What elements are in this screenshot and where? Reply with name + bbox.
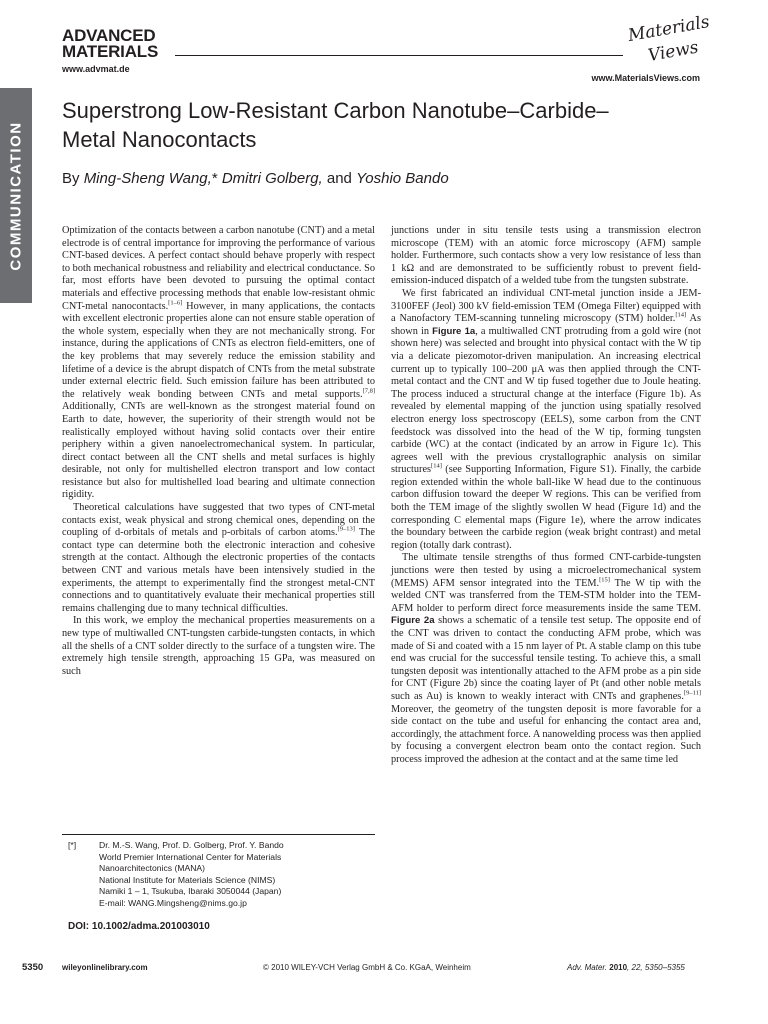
text: Moreover, the geometry of the tungsten deposit is more favorable for a side contact on the tube and useful for enhancing the contact area and, accordingly, the attachment force. A nanowelding process was then applied by focusing a convergent electron beam onto the contact region. Such process improved the adhesion at the contact and at the same time led xyxy=(391,703,701,765)
corresponding-mark: * xyxy=(211,170,218,187)
paragraph xyxy=(391,225,701,288)
footnote-line: World Premier International Center for Materials xyxy=(99,851,282,862)
journal-logo xyxy=(62,28,170,60)
journal-year: 2010 xyxy=(609,963,628,972)
page-number: 5350 xyxy=(22,962,44,973)
citation[interactable]: [7,8] xyxy=(362,387,375,395)
doi[interactable]: DOI: 10.1002/adma.201003010 xyxy=(68,921,210,932)
brand-word-1: Materials xyxy=(626,12,712,47)
paragraph xyxy=(391,552,701,766)
footnote-email[interactable]: E-mail: WANG.Mingsheng@nims.go.jp xyxy=(99,897,247,908)
author-name: Dmitri Golberg, xyxy=(221,170,323,187)
footnote-authors: Dr. M.-S. Wang, Prof. D. Golberg, Prof. Y. Bando xyxy=(99,840,284,850)
journal-name: Adv. Mater. xyxy=(567,963,608,972)
brand-word-2: Views xyxy=(646,37,700,66)
section-tab xyxy=(0,88,32,303)
section-tab-label: COMMUNICATION xyxy=(7,120,25,271)
paragraph xyxy=(62,225,375,502)
paragraph xyxy=(391,288,701,552)
citation[interactable]: [9–11] xyxy=(683,689,701,697)
text: shows a schematic of a tensile test setup. The opposite end of the CNT was driven to contact the conducting AFM probe, which was made of Si and coated with a 15 nm layer of Pt. A stable clamp on this tube end was crucial for the successful tensile testing. To achieve this, a small tungsten deposit was intentionally attached to the AFM probe as a pin side for CNT (Figure 2b) since the coating layer of Pt (and other noble metals such as Au) is known to weakly interact with CNTs and graphenes. xyxy=(391,615,701,702)
copyright: © 2010 WILEY-VCH Verlag GmbH & Co. KGaA, Weinheim xyxy=(263,963,471,972)
text: However, in many applications, the contacts with excellent electronic properties alone can not ensure stable operation of the whole system, especially when they are not mechanically strong. For instance, during the applications of CNTs as electron field-emitters, one of the key problems that may severely reduce the emission stability and lifetime of a device is the abrupt dispatch of CNTs from the metal substrate under external electric field. Such emission failure has been attributed to the relatively weak bonding between CNTs and metal supports. xyxy=(62,300,375,400)
text: Additionally, CNTs are well-known as the strongest material found on Earth to date, however, the superiority of their strength would not be realistically employed without having solid contacts over their entire periphery within a given nanoelectromechanical system. In particular, direct contact between all the CNT shells and metal surfaces is highly desirable, not only for multishelled electron transport and low contact resistance but also for multishelled load bearing and ultimate connection rigidity. xyxy=(62,401,375,501)
author-name: Yoshio Bando xyxy=(356,170,449,187)
title-line-1: Superstrong Low-Resistant Carbon Nanotube–Carbide– xyxy=(62,98,609,123)
citation[interactable]: [15] xyxy=(599,576,610,584)
journal-url[interactable]: www.advmat.de xyxy=(62,64,130,74)
byline-and: and xyxy=(322,170,357,187)
text: We first fabricated an individual CNT-metal junction inside a JEM-3100FEF (Jeol) 300 kV field-emission TEM (Omega Filter) equipped with a Nanofactory TEM-scanning tunneling microscopy (STM) holder. xyxy=(391,287,701,325)
byline-by: By xyxy=(62,170,84,187)
text: In this work, we employ the mechanical properties measurements on a new type of multiwalled CNT-tungsten carbide-tungsten contacts, in which all the shells of a CNT solder directly to the surface of a tungsten wire. The extremely high tensile strength, approaching 15 GPa, was measured on such xyxy=(62,615,375,677)
text: The W tip with the welded CNT was transferred from the TEM-STM holder into the TEM-AFM holder to perform direct force measurements inside the same TEM. xyxy=(391,577,701,614)
journal-citation xyxy=(567,963,685,972)
figure-ref[interactable]: Figure 2a xyxy=(391,615,435,627)
paragraph xyxy=(62,615,375,678)
left-column xyxy=(62,225,375,678)
text: The ultimate tensile strengths of thus formed CNT-carbide-tungsten junctions were then tested by using a microelectromechanical system (MEMS) AFM sensor integrated into the TEM. xyxy=(391,552,701,589)
citation[interactable]: [9–13] xyxy=(337,525,355,533)
text: Optimization of the contacts between a carbon nanotube (CNT) and a metal electrode is of central importance for improving the performance of various CNT-based devices. A perfect contact should behave properly with respect to both mechanical robustness and reliability and electrical conductance. So far, most efforts have been devoted to pursuing the optimal contact materials and effective processing methods that enable low-resistant ohmic CNT-metal nanocontacts. xyxy=(62,225,375,312)
text: junctions under in situ tensile tests using a transmission electron microscope (TEM) with an atomic force microscopy (AFM) sample holder. Furthermore, such contacts show a very low resistance of less than 1 kΩ and are demonstrated to be sufficiently robust to prevent field-emission-induced dispatch of a welded tube from the tungsten substrate. xyxy=(391,225,701,287)
article-title xyxy=(62,96,702,154)
journal-logo-line1: ADVANCED xyxy=(62,26,156,45)
paragraph xyxy=(62,502,375,615)
text: As shown in xyxy=(391,313,701,337)
footnote-line: National Institute for Materials Science (NIMS) xyxy=(99,874,276,885)
footnote-rule xyxy=(62,834,375,835)
footnote-line: Namiki 1 – 1, Tsukuba, Ibaraki 3050044 (Japan) xyxy=(99,886,282,897)
author-byline xyxy=(62,170,449,187)
journal-volume-pages: , 22, 5350–5355 xyxy=(627,963,685,972)
citation[interactable]: [14] xyxy=(431,462,442,470)
materials-views-logo xyxy=(626,12,712,68)
header-rule xyxy=(175,55,623,56)
text: , a multiwalled CNT protruding from a gold wire (not shown here) was selected and brought into physical contact with the W tip via a delicate piezomotor-driven manipulation. An increasing electrical current up to typically 100–200 μA was then applied through the CNT-metal contact and the CNT and W tip fused together due to Joule heating. The process induced a structural change at the interface (Figure 1b). As revealed by elemental mapping of the junction using spatially resolved electron energy loss spectroscopy (EELS), some carbon from the CNT feedstock was dissolved into the head of the W tip, forming tungsten carbide (WC) at the contact (indicated by an arrow in Figure 1c). This agrees well with the previous crystallographic analysis on similar structures xyxy=(391,325,702,476)
journal-logo-line2: MATERIALS xyxy=(62,42,159,61)
footnote-mark: [*] xyxy=(68,840,77,850)
right-column xyxy=(391,225,701,767)
text: The contact type can determine both the electronic interaction and cohesive strength at the contact. Although the electronic properties of the contacts between CNT and various metals have been intensively studied in the experiments, the attempt to experimentally find the strongest metal-CNT connections and to quantitatively evaluate their mechanical properties still remains challenging due to many technical difficulties. xyxy=(62,527,375,614)
text: Theoretical calculations have suggested that two types of CNT-metal contacts exist, weak physical and strong chemical ones, depending on the coupling of d-orbitals of metals and p-orbitals of carbon atoms. xyxy=(62,502,375,539)
footnote-body xyxy=(99,840,375,910)
text: (see Supporting Information, Figure S1). Finally, the carbide region extended within the whole ball-like W head due to the continuous carbon diffusion toward the deeper W regions. This can be verified from both the TEM image of the slightly swollen W head (Figure 1d) and the corresponding C elemental maps (Figure 1e), where the arrow indicates the boundary between the carbide region (weak bright contrast) and metal region (totally dark contrast). xyxy=(391,464,701,551)
figure-ref[interactable]: Figure 1a xyxy=(432,325,476,337)
materials-views-url[interactable]: www.MaterialsViews.com xyxy=(591,73,700,83)
author-name: Ming-Sheng Wang, xyxy=(83,170,212,187)
citation[interactable]: [1–6] xyxy=(168,299,183,307)
citation[interactable]: [14] xyxy=(675,311,687,319)
footer-site-link[interactable]: wileyonlinelibrary.com xyxy=(62,963,148,972)
title-line-2: Metal Nanocontacts xyxy=(62,127,257,152)
footnote-line: Nanoarchitectonics (MANA) xyxy=(99,863,206,874)
